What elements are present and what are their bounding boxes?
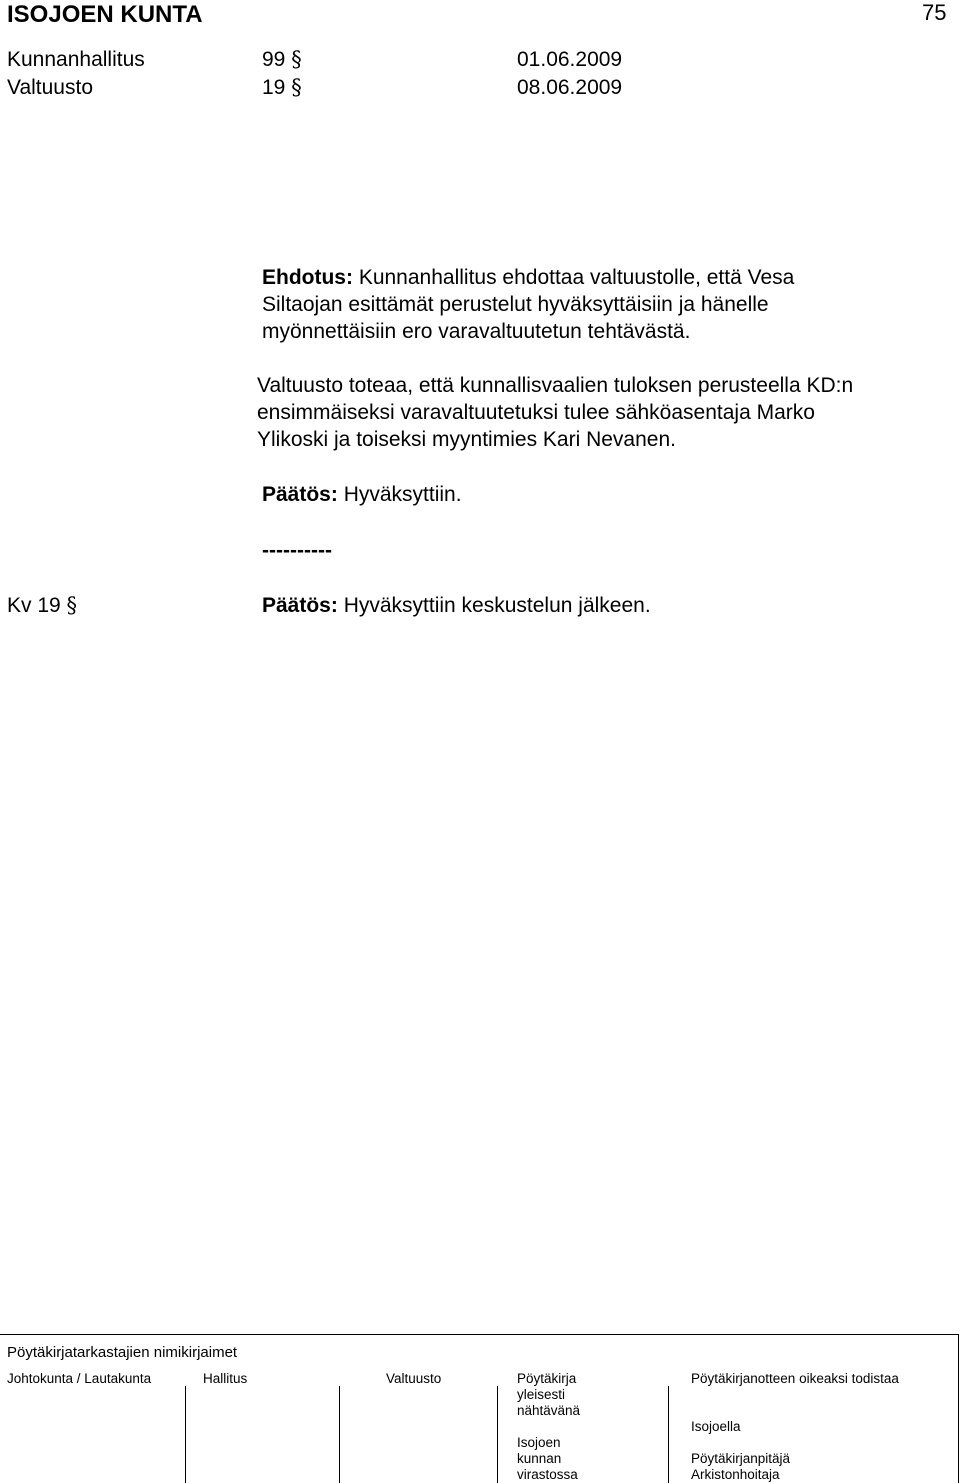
decision-1 [262,481,462,508]
proposal-line-3: myönnettäisiin ero varavaltuutetun tehtävästä. [262,320,691,343]
footer-col5-line: Pöytäkirjanotteen oikeaksi todistaa [691,1371,899,1386]
decision-text: Hyväksyttiin. [337,483,462,506]
section-number: 19 [262,76,286,99]
organization-name: ISOJOEN KUNTA [7,1,203,28]
footer-col4-line: yleisesti [517,1387,566,1402]
footer-col4-line: nähtävänä [517,1403,581,1418]
footer-divider [185,1386,186,1483]
footer-col-certification [691,1371,899,1483]
header-body-valtuusto: Valtuusto [7,76,93,99]
footer-col4-line: Pöytäkirja [517,1371,577,1386]
footer-col-council: Valtuusto [386,1371,442,1386]
section-sign: § [66,593,78,617]
separator-dashes: ---------- [262,539,332,562]
section-sign: § [291,75,302,99]
footer-col5-line: Pöytäkirjanpitäjä [691,1451,791,1466]
footer-col4-spacer [517,1419,580,1435]
footer-title: Pöytäkirjatarkastajien nimikirjaimet [7,1344,238,1361]
council-note-line-3: Ylikoski ja toiseksi myyntimies Kari Nevanen. [257,428,676,451]
section-number: 99 [262,48,286,71]
decision-2 [262,592,651,619]
footer-col4-line: kunnan [517,1451,562,1466]
council-note-line-2: ensimmäiseksi varavaltuutetuksi tulee sähköasentaja Marko [257,401,815,424]
header-body-kunnanhallitus: Kunnanhallitus [7,48,145,71]
footer-col5-line: Arkistonhoitaja [691,1467,780,1482]
footer-col5-spacer [691,1387,899,1419]
footer-divider [668,1386,669,1483]
proposal-line-1 [262,264,794,291]
kv-label: Kv 19 [7,594,61,617]
header-number-valtuusto [262,75,302,100]
kv-section-ref [7,593,77,618]
footer-col-board: Hallitus [203,1371,248,1386]
header-number-kunnanhallitus [262,47,302,72]
footer-col-public-notice [517,1371,580,1483]
decision-label: Päätös: [262,483,338,506]
header-date-valtuusto: 08.06.2009 [517,76,623,99]
council-note-line-1: Valtuusto toteaa, että kunnallisvaalien tuloksen perusteella KD:n [257,374,854,397]
decision-text: Hyväksyttiin keskustelun jälkeen. [337,594,651,617]
footer-col5-line: Isojoella [691,1419,741,1434]
proposal-label: Ehdotus: [262,266,353,289]
footer-divider [497,1386,498,1483]
footer-col5-spacer [691,1435,899,1451]
proposal-text: Kunnanhallitus ehdottaa valtuustolle, että Vesa [352,266,795,289]
section-sign: § [291,47,302,71]
proposal-line-2: Siltaojan esittämät perustelut hyväksyttäisiin ja hänelle [262,293,769,316]
footer-col4-line: virastossa [517,1467,578,1482]
footer-col4-line: Isojoen [517,1435,561,1450]
decision-label: Päätös: [262,594,338,617]
header-date-kunnanhallitus: 01.06.2009 [517,48,623,71]
page-number: 75 [922,0,947,25]
footer-col-committee: Johtokunta / Lautakunta [7,1371,152,1386]
footer-divider [339,1386,340,1483]
